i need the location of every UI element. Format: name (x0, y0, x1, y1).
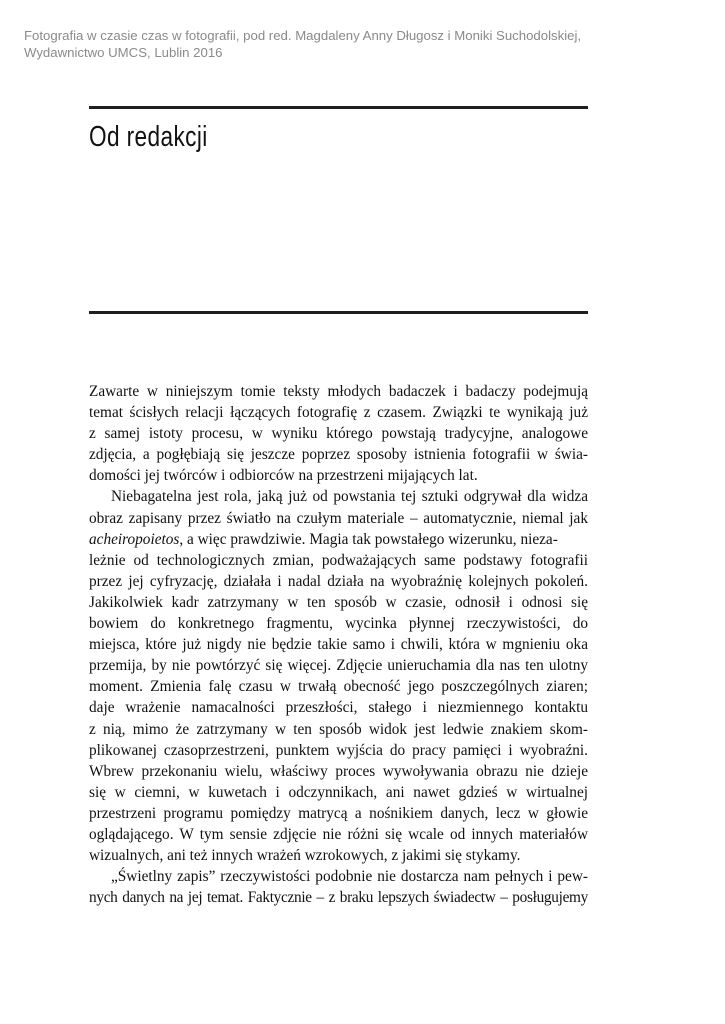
text-line: Wbrew przekonaniu wielu, właściwy proces wywoływania obrazu nie dzieje (89, 762, 588, 780)
text-line: nych danych na jej temat. Faktycznie – z braku lepszych świadectw – posługujemy (89, 889, 588, 907)
text-line: oglądającego. W tym sensie zdjęcie nie różni się wcale od innych materiałów (89, 825, 588, 843)
text-line: wizualnych, ani też innych wrażeń wzrokowych, z jakimi się stykamy. (89, 847, 521, 865)
text-line: przez jej cyfryzację, działała i nadal działa na wyobraźnię kolejnych pokoleń. (89, 572, 588, 590)
text-line: Zawarte w niniejszym tomie teksty młodych badaczek i badaczy podejmują (89, 383, 588, 400)
title-rule-top (89, 106, 588, 109)
text-line: Niebagatelna jest rola, jaką już od powstania tej sztuki odgrywał dla widza (111, 488, 588, 506)
text-line: z nią, mimo że zatrzymany w ten sposób widok jest ledwie znakiem skom- (89, 720, 588, 738)
text-line-rest: , a więc prawdziwie. Magia tak powstałego wizerunku, nieza- (179, 530, 558, 548)
text-line: domości jej twórców i odbiorców na przestrzeni mijających lat. (89, 467, 478, 485)
chapter-title: Od redakcji (89, 121, 208, 153)
text-line: zdjęcia, a pogłębiają się jeszcze poprzez sposoby istnienia fotografii w świa- (89, 446, 588, 464)
citation-line: Fotografia w czasie czas w fotografii, pod red. Magdaleny Anny Długosz i Moniki Suchodolskiej, (24, 28, 582, 43)
italic-term: acheiropoietos (89, 530, 180, 548)
text-line: moment. Zmienia falę czasu w trwałą obecność jego poszczególnych ziaren; (89, 678, 588, 696)
text-line: przemija, by nie powtórzyć się więcej. Zdjęcie unieruchamia dla nas ten ulotny (89, 657, 588, 675)
citation-header (24, 27, 684, 61)
text-line: bowiem do konkretnego fragmentu, wycinka płynnej rzeczywistości, do (89, 615, 588, 633)
text-line: plikowanej czasoprzestrzeni, punktem wyjścia do pracy pamięci i wyobraźni. (89, 741, 588, 759)
text-line: leżnie od technologicznych zmian, podważających same podstawy fotografii (89, 551, 588, 569)
text-line: temat ścisłych relacji łączących fotografię z czasem. Związki te wynikają już (89, 404, 588, 422)
text-line: się w ciemni, w kuwetach i odczynnikach, ani nawet gdzieś w wirtualnej (89, 783, 588, 801)
text-line: daje wrażenie namacalności przeszłości, stałego i niezmiennego kontaktu (89, 699, 588, 717)
text-line: obraz zapisany przez światło na czułym materiale – automatycznie, niemal jak (89, 509, 588, 527)
title-rule-bottom (89, 311, 588, 314)
text-line: z samej istoty procesu, w wyniku którego powstają tradycyjne, analogowe (89, 425, 588, 443)
text-line: „Świetlny zapis” rzeczywistości podobnie nie dostarcza nam pełnych i pew- (111, 868, 588, 886)
text-line: Jakikolwiek kadr zatrzymany w ten sposób w czasie, odnosił i odnosi się (89, 593, 588, 611)
text-line-mixed (89, 529, 588, 550)
text-line: miejsca, które już nigdy nie będzie takie samo i chwili, która w mgnieniu oka (89, 636, 588, 654)
body-text (89, 381, 588, 908)
citation-line: Wydawnictwo UMCS, Lublin 2016 (24, 45, 223, 60)
text-line: przestrzeni programu pomiędzy matrycą a nośnikiem danych, lecz w głowie (89, 804, 588, 822)
